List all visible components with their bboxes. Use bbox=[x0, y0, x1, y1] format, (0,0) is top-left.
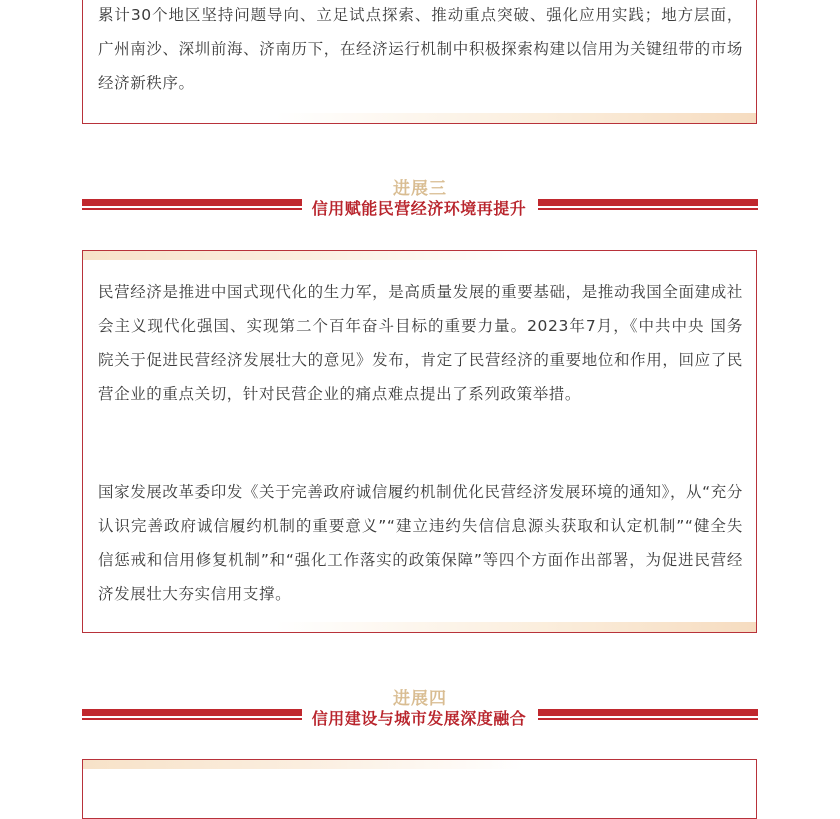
section4-left-band bbox=[82, 709, 302, 720]
card2-top-decoration bbox=[83, 251, 523, 260]
section3-number: 进展三 bbox=[393, 179, 447, 199]
card2-bottom-decoration bbox=[276, 622, 756, 632]
card3-top-decoration bbox=[83, 760, 523, 769]
section3-right-band bbox=[538, 199, 758, 210]
content-card-1 bbox=[82, 0, 757, 124]
card2-paragraph-2: 国家发展改革委印发《关于完善政府诚信履约机制优化民营经济发展环境的通知》，从“充分认识完善政府诚信履约机制的重要意义”“建立违约失信信息源头获取和认定机制”“健全失信惩戒和信用修复机制”和“强化工作落实的政策保障”等四个方面作出部署，为促进民营经济发展壮大夯实信用支撑。 bbox=[98, 483, 743, 603]
section3-left-band bbox=[82, 199, 302, 210]
section4-number: 进展四 bbox=[393, 689, 447, 709]
content-card-3 bbox=[82, 759, 757, 819]
section4-right-band bbox=[538, 709, 758, 720]
card2-paragraph-1: 民营经济是推进中国式现代化的生力军，是高质量发展的重要基础，是推动我国全面建成社会主义现代化强国、实现第二个百年奋斗目标的重要力量。2023年7月，《中共中央 国务院关于促进民营经济发展壮大的意见》发布，肯定了民营经济的重要地位和作用，回应了民营企业的重点关切，针对民营企业的痛点难点提出了系列政策举措。 bbox=[98, 283, 743, 403]
section4-title: 信用建设与城市发展深度融合 bbox=[311, 709, 527, 728]
content-card-2 bbox=[82, 250, 757, 633]
section3-title: 信用赋能民营经济环境再提升 bbox=[311, 199, 527, 218]
card1-paragraph-1: 累计30个地区坚持问题导向、立足试点探索、推动重点突破、强化应用实践；地方层面，广州南沙、深圳前海、济南历下，在经济运行机制中积极探索构建以信用为关键纽带的市场经济新秩序。 bbox=[98, 6, 743, 92]
card1-decoration bbox=[276, 113, 756, 123]
